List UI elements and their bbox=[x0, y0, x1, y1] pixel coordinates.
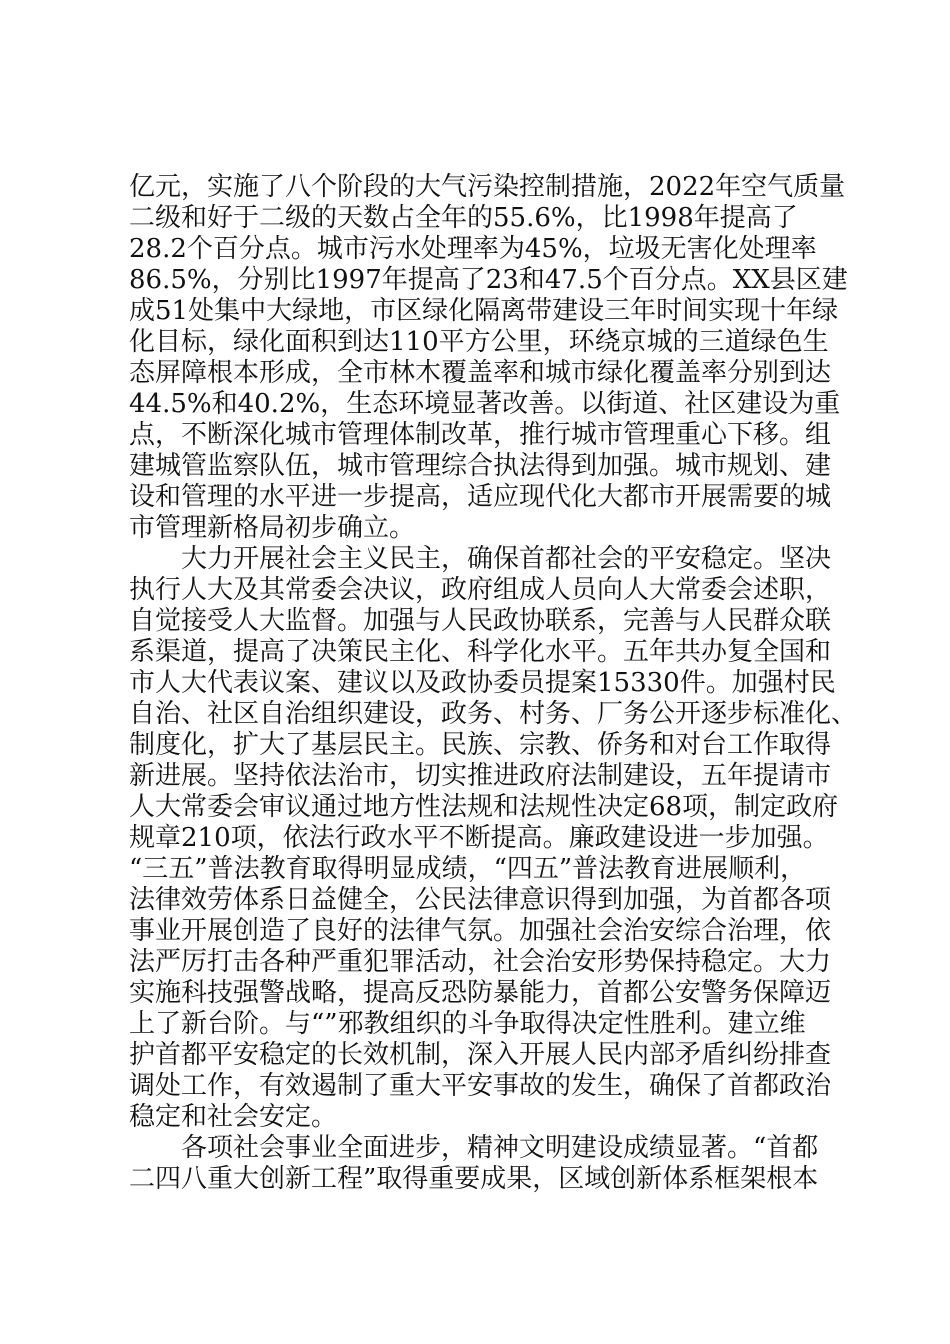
paragraph-social-progress bbox=[129, 1133, 841, 1195]
text-line: 86.5%，分别比1997年提高了23和47.5个百分点。XX县区建 bbox=[129, 265, 848, 295]
text-line: “三五”普法教育取得明显成绩，“四五”普法教育进展顺利， bbox=[129, 854, 807, 884]
text-line: 设和管理的水平进一步提高，适应现代化大都市开展需要的城 bbox=[129, 482, 832, 512]
text-line: 二四八重大创新工程”取得重要成果，区域创新体系框架根本 bbox=[129, 1164, 819, 1194]
text-line: 点，不断深化城市管理体制改革，推行城市管理重心下移。组 bbox=[129, 420, 832, 450]
text-line: 调处工作，有效遏制了重大平安事故的发生，确保了首都政治 bbox=[129, 1071, 832, 1101]
text-line: 实施科技强警战略，提高反恐防暴能力，首都公安警务保障迈 bbox=[129, 978, 832, 1008]
text-line: 28.2个百分点。城市污水处理率为45%，垃圾无害化处理率 bbox=[129, 234, 817, 264]
text-line: 市管理新格局初步确立。 bbox=[129, 513, 416, 543]
text-line: 人大常委会审议通过地方性法规和法规性决定68项，制定政府 bbox=[129, 792, 839, 822]
text-line: 建城管监察队伍，城市管理综合执法得到加强。城市规划、建 bbox=[129, 451, 832, 481]
text-line: 市人大代表议案、建议以及政协委员提案15330件。加强村民 bbox=[129, 668, 836, 698]
text-line: 44.5%和40.2%，生态环境显著改善。以街道、社区建设为重 bbox=[129, 389, 841, 419]
text-line: 稳定和社会安定。 bbox=[129, 1102, 338, 1132]
text-line: 制度化，扩大了基层民主。民族、宗教、侨务和对台工作取得 bbox=[129, 730, 832, 760]
text-line: 成51处集中大绿地，市区绿化隔离带建设三年时间实现十年绿 bbox=[129, 296, 839, 326]
text-line: 系渠道，提高了决策民主化、科学化水平。五年共办复全国和 bbox=[129, 637, 832, 667]
text-line: 事业开展创造了良好的法律气氛。加强社会治安综合治理，依 bbox=[129, 916, 832, 946]
text-line: 大力开展社会主义民主，确保首都社会的平安稳定。坚决 bbox=[129, 544, 832, 574]
text-line: 上了新台阶。与“”邪教组织的斗争取得决定性胜利。建立维 bbox=[129, 1009, 806, 1039]
body-text bbox=[129, 172, 858, 1195]
text-line: 各项社会事业全面进步，精神文明建设成绩显著。“首都 bbox=[129, 1133, 819, 1163]
text-line: 自觉接受人大监督。加强与人民政协联系，完善与人民群众联 bbox=[129, 606, 832, 636]
text-line: 护首都平安稳定的长效机制，深入开展人民内部矛盾纠纷排查 bbox=[129, 1040, 832, 1070]
paragraph-environment bbox=[129, 172, 848, 544]
text-line: 二级和好于二级的天数占全年的55.6%，比1998年提高了 bbox=[129, 203, 798, 233]
text-line: 新进展。坚持依法治市，切实推进政府法制建设，五年提请市 bbox=[129, 761, 832, 791]
paragraph-democracy bbox=[129, 544, 858, 1133]
text-line: 规章210项，依法行政水平不断提高。廉政建设进一步加强。 bbox=[129, 823, 829, 853]
text-line: 亿元，实施了八个阶段的大气污染控制措施，2022年空气质量 bbox=[129, 172, 846, 202]
text-line: 法严厉打击各种严重犯罪活动，社会治安形势保持稳定。大力 bbox=[129, 947, 832, 977]
text-line: 执行人大及其常委会决议，政府组成人员向人大常委会述职， bbox=[129, 575, 832, 605]
text-line: 化目标，绿化面积到达110平方公里，环绕京城的三道绿色生 bbox=[129, 327, 829, 357]
text-line: 态屏障根本形成，全市林木覆盖率和城市绿化覆盖率分别到达 bbox=[129, 358, 832, 388]
text-line: 法律效劳体系日益健全，公民法律意识得到加强，为首都各项 bbox=[129, 885, 832, 915]
text-line: 自治、社区自治组织建设，政务、村务、厂务公开逐步标准化、 bbox=[129, 699, 858, 729]
